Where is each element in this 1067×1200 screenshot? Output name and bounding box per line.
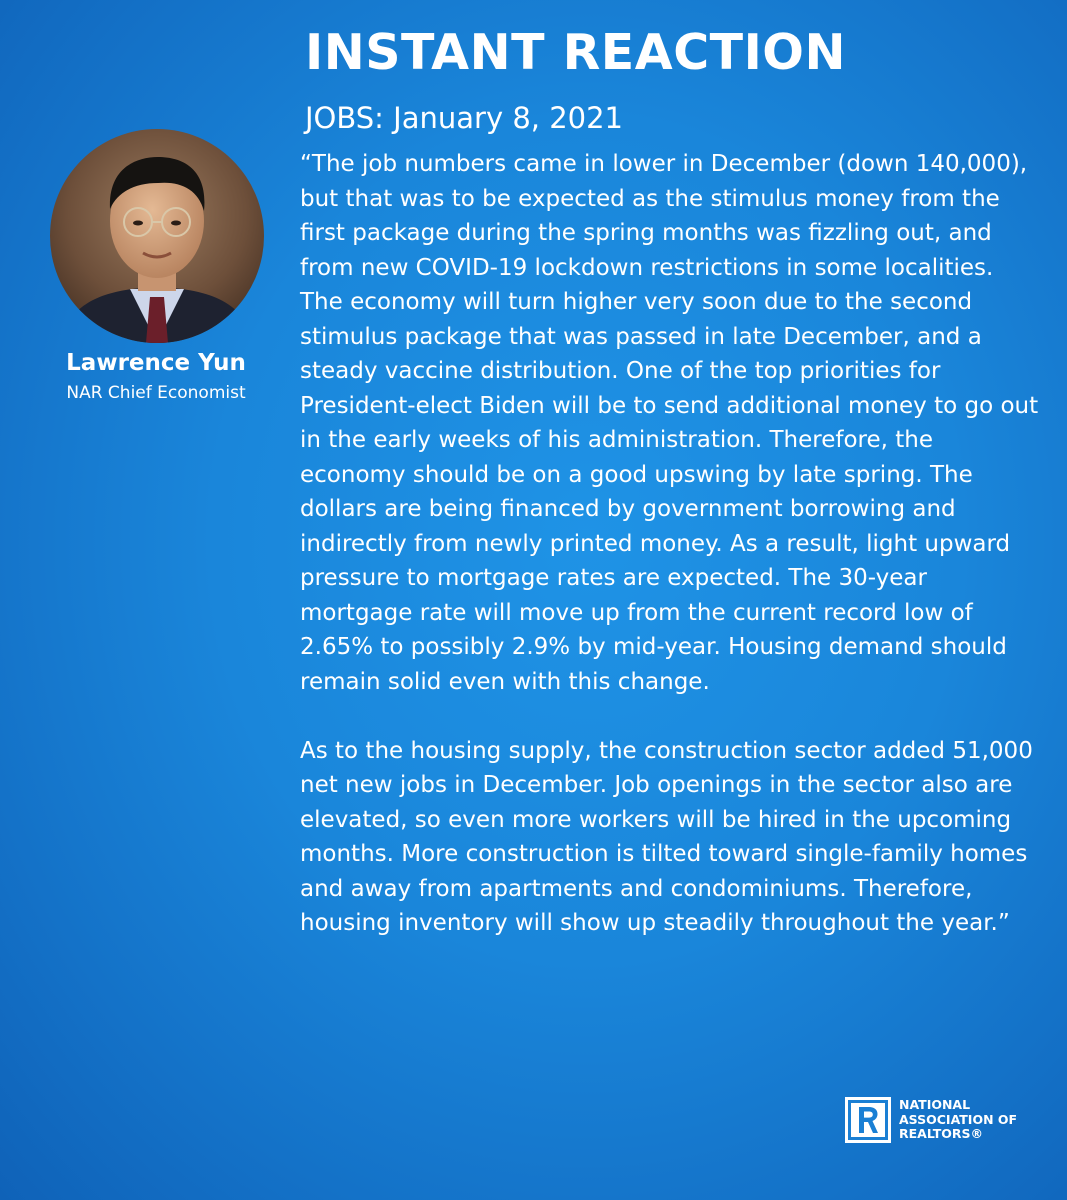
logo-line-2: ASSOCIATION OF: [899, 1111, 1018, 1127]
logo-line-1: NATIONAL: [899, 1097, 971, 1113]
portrait-illustration: [50, 129, 264, 343]
quote-paragraph-2: As to the housing supply, the construction sector added 51,000 net new jobs in December. Job openings in the sector also are elevated, so even more workers will be hired in the upcoming months. More construction is tilted toward single-family homes and away from apartments and condominiums. Therefore, housing inventory will show up steadily throughout the year.”: [300, 737, 1033, 936]
quote-paragraph-1: “The job numbers came in lower in December (down 140,000), but that was to be expected as the stimulus money from the first package during the spring months was fizzling out, and from new COVID-19 lockdown restrictions in some localities. The economy will turn higher very soon due to the second stimulus package that was passed in late December, and a steady vaccine distribution. One of the top priorities for President-elect Biden will be to send additional money to go out in the early weeks of his administration. Therefore, the economy should be on a good upswing by late spring. The dollars are being financed by government borrowing and indirectly from newly printed money. As a result, light upward pressure to mortgage rates are expected. The 30-year mortgage rate will move up from the current record low of 2.65% to possibly 2.9% by mid-year. Housing demand should remain solid even with this change.: [300, 151, 1039, 695]
logo-line-3: REALTORS®: [899, 1126, 984, 1142]
person-role: NAR Chief Economist: [66, 383, 246, 403]
nar-logo: [845, 1097, 1017, 1143]
person-name: Lawrence Yun: [66, 350, 246, 376]
realtor-r-icon: [845, 1097, 891, 1143]
logo-text: [899, 1098, 1017, 1142]
quote-block: [300, 147, 1040, 941]
portrait-photo: [50, 129, 264, 343]
page-title: INSTANT REACTION: [305, 24, 846, 81]
page-subtitle: JOBS: January 8, 2021: [305, 101, 624, 135]
